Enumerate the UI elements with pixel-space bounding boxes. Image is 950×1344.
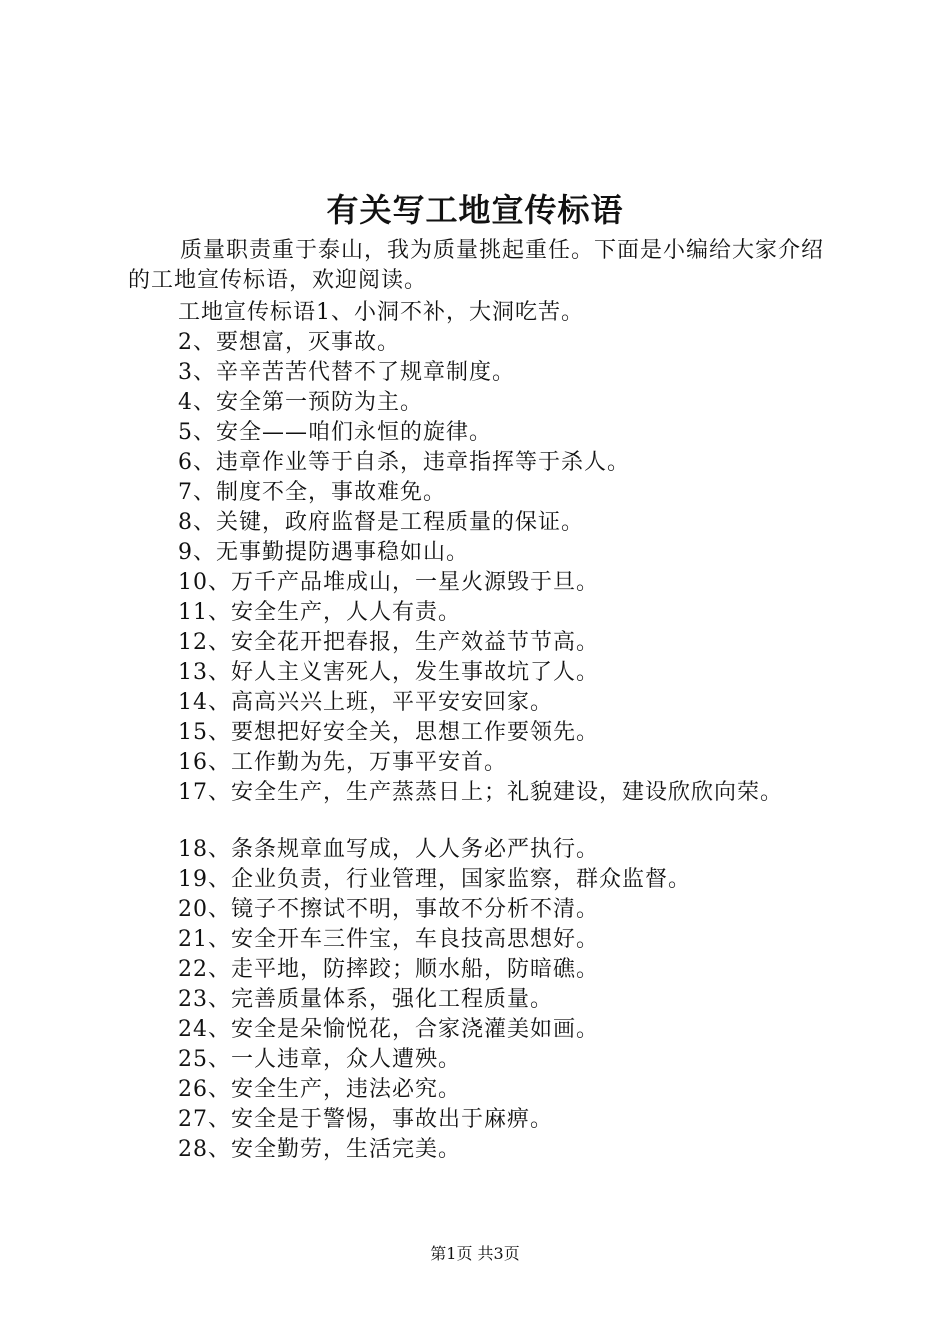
list-item: 6、违章作业等于自杀，违章指挥等于杀人。 [178, 450, 630, 475]
list-item: 9、无事勤提防遇事稳如山。 [178, 540, 469, 565]
list-item: 18、条条规章血写成，人人务必严执行。 [178, 837, 599, 862]
list-item: 15、要想把好安全关，思想工作要领先。 [178, 720, 599, 745]
list-item: 5、安全——咱们永恒的旋律。 [178, 420, 492, 445]
document-title: 有关写工地宣传标语 [326, 191, 624, 229]
list-item: 工地宣传标语1、小洞不补，大洞吃苦。 [178, 300, 584, 325]
list-item: 20、镜子不擦试不明，事故不分析不清。 [178, 897, 599, 922]
list-item: 12、安全花开把春报，生产效益节节高。 [178, 630, 599, 655]
list-item: 25、一人违章，众人遭殃。 [178, 1047, 461, 1072]
list-item: 7、制度不全，事故难免。 [178, 480, 446, 505]
list-item: 3、辛辛苦苦代替不了规章制度。 [178, 360, 515, 385]
list-item: 23、完善质量体系，强化工程质量。 [178, 987, 553, 1012]
list-item: 17、安全生产，生产蒸蒸日上；礼貌建设，建设欣欣向荣。 [178, 780, 783, 805]
list-item: 19、企业负责，行业管理，国家监察，群众监督。 [178, 867, 691, 892]
list-item: 24、安全是朵愉悦花，合家浇灌美如画。 [178, 1017, 599, 1042]
page-footer: 第1页 共3页 [430, 1244, 520, 1263]
list-item: 10、万千产品堆成山，一星火源毁于旦。 [178, 570, 599, 595]
slogan-list [178, 298, 878, 1165]
list-item: 27、安全是于警惕，事故出于麻痹。 [178, 1107, 553, 1132]
list-item: 28、安全勤劳，生活完美。 [178, 1137, 461, 1162]
list-item: 21、安全开车三件宝，车良技高思想好。 [178, 927, 599, 952]
intro-paragraph: 质量职责重于泰山，我为质量挑起重任。下面是小编给大家介绍的工地宣传标语，欢迎阅读。 [128, 238, 825, 293]
list-item: 8、关键，政府监督是工程质量的保证。 [178, 510, 584, 535]
list-item: 2、要想富，灭事故。 [178, 330, 400, 355]
list-item: 22、走平地，防摔跤；顺水船，防暗礁。 [178, 957, 599, 982]
list-item: 26、安全生产，违法必究。 [178, 1077, 461, 1102]
list-item: 4、安全第一预防为主。 [178, 390, 423, 415]
list-item: 14、高高兴兴上班，平平安安回家。 [178, 690, 553, 715]
list-item: 11、安全生产，人人有责。 [178, 600, 461, 625]
list-item: 16、工作勤为先，万事平安首。 [178, 750, 507, 775]
list-item: 13、好人主义害死人，发生事故坑了人。 [178, 660, 599, 685]
